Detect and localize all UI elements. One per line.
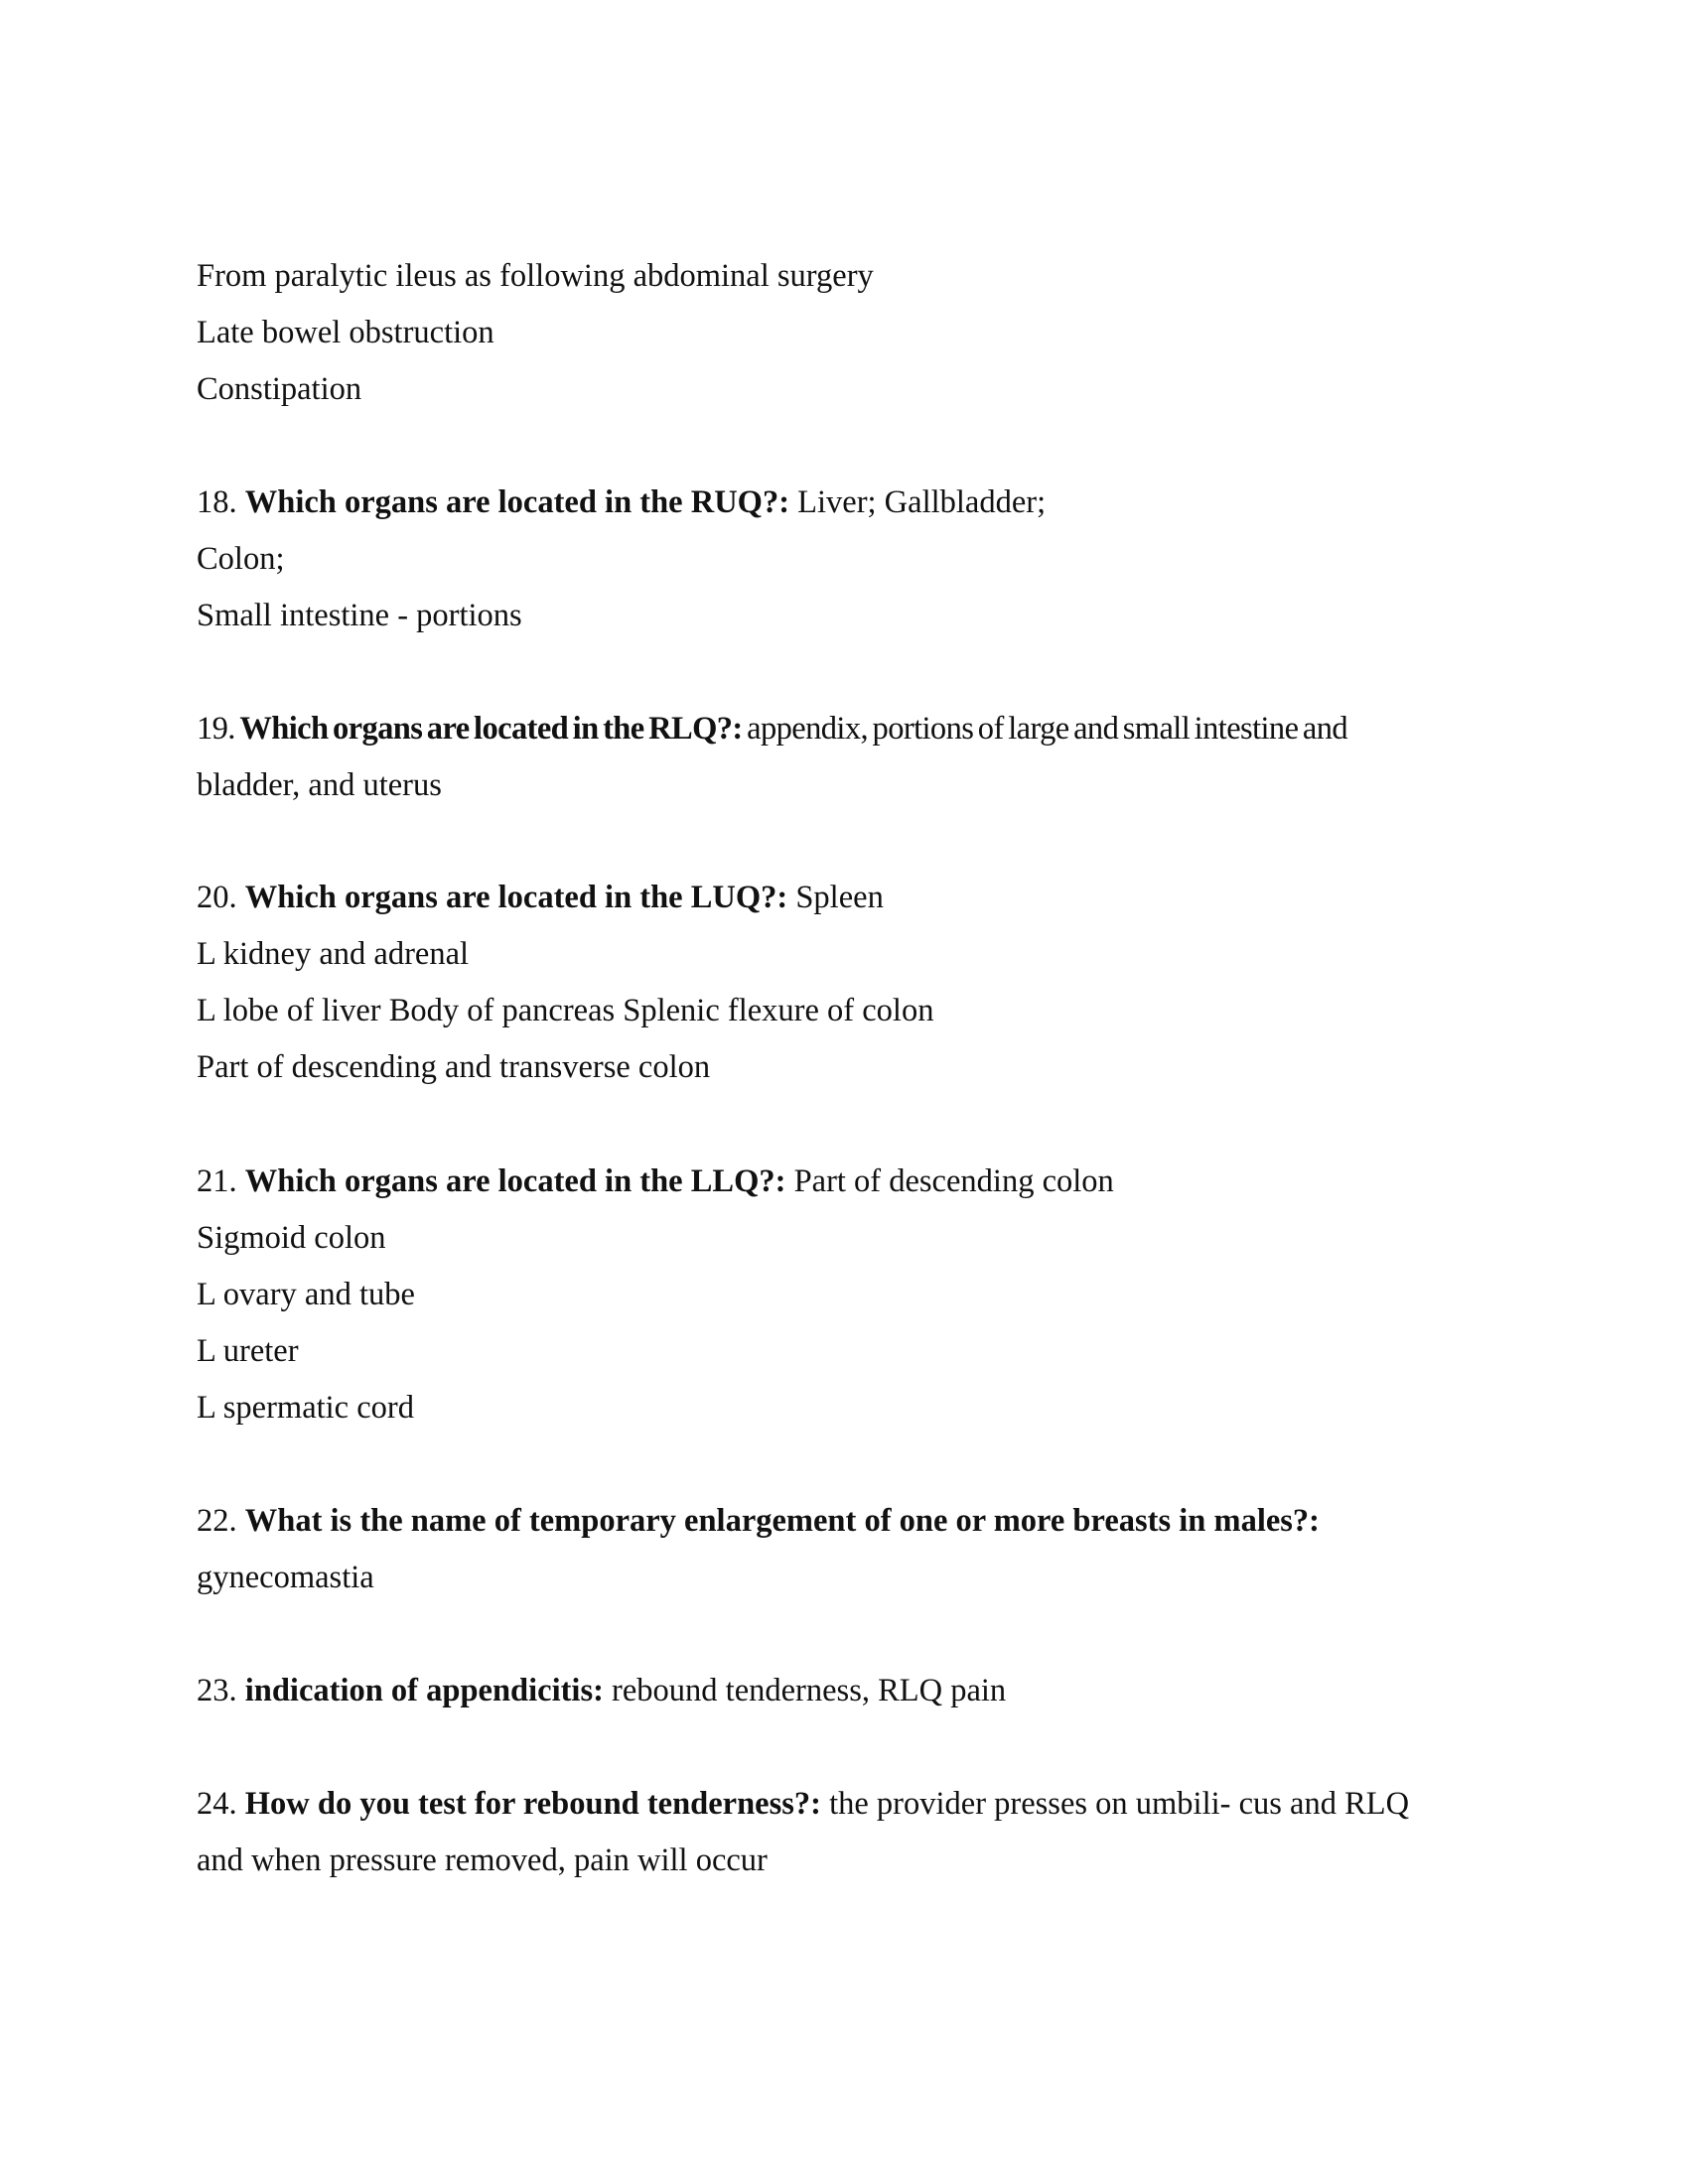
answer-line: Colon; xyxy=(197,541,285,577)
answer-line: and when pressure removed, pain will occur xyxy=(197,1843,768,1878)
question-number: 19. xyxy=(197,711,235,747)
question-text: Which organs are located in the LLQ?: xyxy=(244,1163,786,1199)
question-number: 21. xyxy=(197,1163,237,1199)
answer-text: Liver; Gallbladder; xyxy=(797,484,1047,520)
answer-line: Sigmoid colon xyxy=(197,1220,386,1256)
question-number: 24. xyxy=(197,1786,237,1822)
answer-line: L lobe of liver Body of pancreas Splenic flexure of colon xyxy=(197,993,934,1028)
answer-line: L spermatic cord xyxy=(197,1390,414,1426)
question-number: 23. xyxy=(197,1673,237,1708)
question-text: What is the name of temporary enlargement of one or more breasts in males?: xyxy=(244,1503,1320,1539)
question-22 xyxy=(197,1501,1320,1541)
question-23 xyxy=(197,1671,1006,1710)
answer-text: the provider presses on umbili- cus and RLQ xyxy=(829,1786,1410,1822)
answer-line: L kidney and adrenal xyxy=(197,936,470,972)
question-number: 20. xyxy=(197,880,237,915)
answer-line: L ureter xyxy=(197,1333,299,1369)
question-18 xyxy=(197,482,1046,522)
question-19 xyxy=(197,709,1347,749)
answer-line: L ovary and tube xyxy=(197,1277,415,1312)
answer-text: appendix, portions of large and small intestine and xyxy=(747,711,1348,747)
answer-line: bladder, and uterus xyxy=(197,767,442,803)
question-24 xyxy=(197,1784,1409,1824)
question-text: How do you test for rebound tenderness?: xyxy=(244,1786,821,1822)
question-text: Which organs are located in the RLQ?: xyxy=(239,711,743,747)
intro-line: Late bowel obstruction xyxy=(197,315,494,350)
question-21 xyxy=(197,1161,1114,1201)
answer-text: rebound tenderness, RLQ pain xyxy=(612,1673,1007,1708)
question-number: 18. xyxy=(197,484,237,520)
question-text: indication of appendicitis: xyxy=(244,1673,604,1708)
question-20 xyxy=(197,878,884,917)
intro-line: Constipation xyxy=(197,371,362,407)
answer-line: Small intestine - portions xyxy=(197,598,522,633)
answer-line: Part of descending and transverse colon xyxy=(197,1049,711,1085)
intro-line: From paralytic ileus as following abdominal surgery xyxy=(197,258,874,294)
question-text: Which organs are located in the LUQ?: xyxy=(244,880,788,915)
answer-text: Spleen xyxy=(795,880,884,915)
answer-text: Part of descending colon xyxy=(793,1163,1114,1199)
question-number: 22. xyxy=(197,1503,237,1539)
answer-line: gynecomastia xyxy=(197,1560,374,1595)
question-text: Which organs are located in the RUQ?: xyxy=(244,484,790,520)
